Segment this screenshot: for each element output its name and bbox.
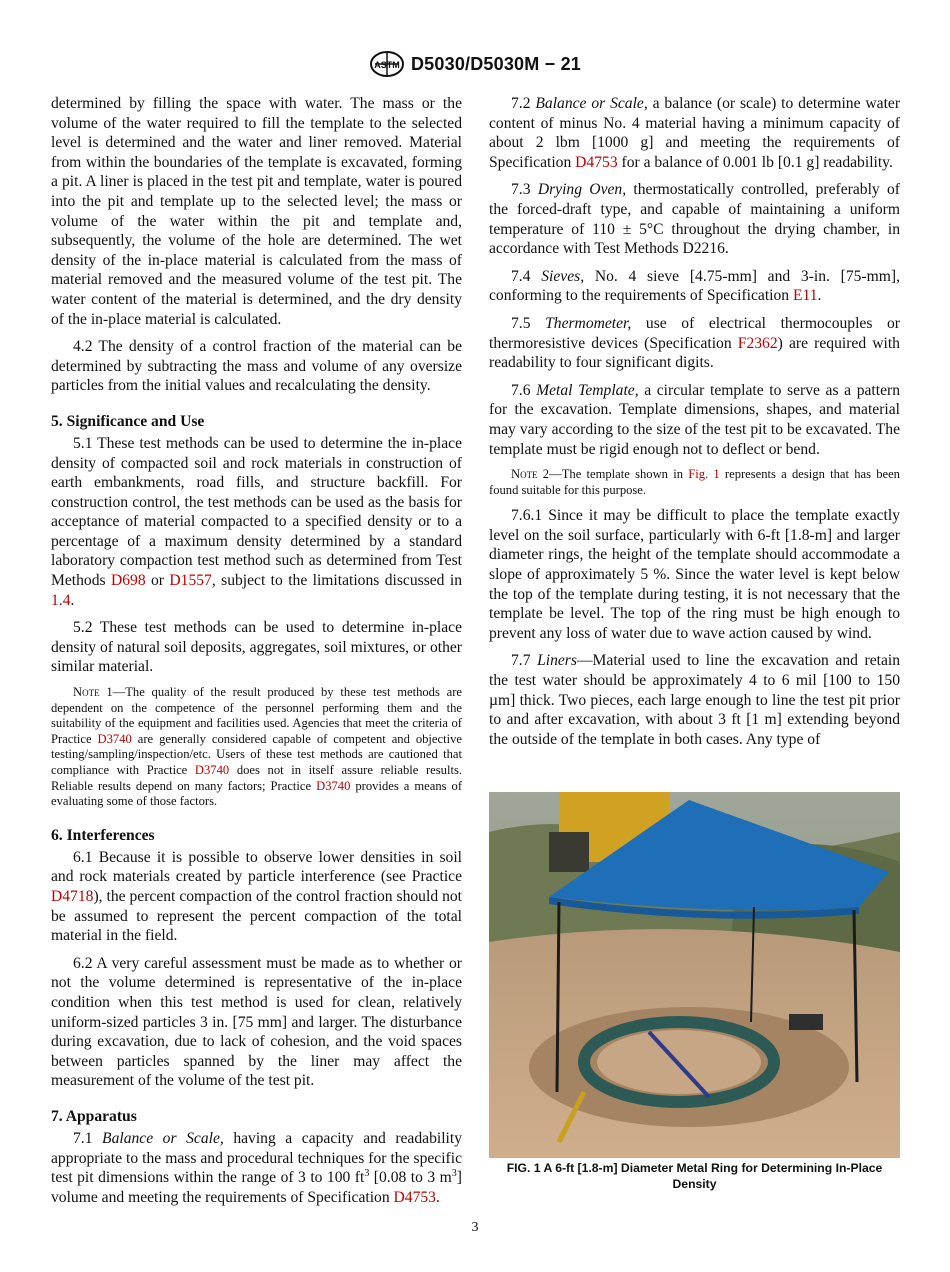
left-column xyxy=(51,94,462,1207)
svg-text:ASTM: ASTM xyxy=(374,60,400,70)
paragraph-5-2: 5.2 These test methods can be used to determine in-place density of natural soil deposits, aggregates, soil mixtures, or other similar material. xyxy=(51,619,462,676)
link-fig-1[interactable]: Fig. 1 xyxy=(688,467,720,482)
page-header xyxy=(0,50,950,78)
paragraph-7-2: 7.2 Balance or Scale, a balance (or scale) to determine water content of minus No. 4 material having a minimum capacity of about 2 lbm [1000 g] and meeting the requirements of Specification D4753 for a balance of 0.001 lb [0.1 g] readability. xyxy=(489,95,901,171)
link-d1557[interactable]: D1557 xyxy=(169,572,212,590)
link-d698[interactable]: D698 xyxy=(110,572,146,590)
paragraph-6-2: 6.2 A very careful assessment must be made as to whether or not the volume determined is representative of the in-place condition when this test method is used for clean, relatively uniform-sized particles 3 in. [75 mm] and larger. The disturbance during excavation, due to lack of cohesion, and the void spaces between particles spanned by the liner may affect the measurement of the volume of the test pit. xyxy=(51,954,462,1090)
paragraph-7-7: 7.7 Liners—Material used to line the excavation and retain the test water should be approximately 4 to 6 mil [100 to 150 µm] thick. Two pieces, each large enough to line the test pit prior to and after excavation, with about 3 ft [1 m] extending beyond the outside of the template in both cases. Any type of xyxy=(489,652,900,748)
link-e11[interactable]: E11 xyxy=(793,287,818,305)
note-2: Note 2—The template shown in Fig. 1 represents a design that has been found suitable for this purpose. xyxy=(489,467,900,497)
link-d3740[interactable]: D3740 xyxy=(316,778,351,793)
right-column xyxy=(489,94,900,749)
note-1: Note 1—The quality of the result produced by these test methods are dependent on the competence of the personnel performing them and the suitability of the equipment and facilities used. Agencies that meet the criteria of Practice D3740 are generally considered capable of competent and objective testing/sampling/inspection/etc. Users of these test methods are cautioned that compliance with Practice D3740 does not in itself assure reliable results. Reliable results depend on many factors; Practice D3740 provides a means of evaluating some of those factors. xyxy=(51,685,463,809)
paragraph-7-6-1: 7.6.1 Since it may be difficult to place the template exactly level on the soil surface, particularly with 6-ft [1.8-m] and larger diameter rings, the height of the template should accommodate a slope of approximately 5 %. Since the water level is kept below the top of the template during testing, it is not necessary that the template be level. The top of the ring must be high enough to prevent any loss of water due to wave action caused by wind. xyxy=(489,507,900,642)
link-d3740[interactable]: D3740 xyxy=(97,731,132,746)
paragraph-4-1-continued: determined by filling the space with water. The mass or the volume of the water required to fill the template to the selected level is determined and the water and liner removed. Material from within the boundaries of the template is excavated, forming a pit. A liner is placed in the test pit and template, water is poured into the pit and template up to the selected level; the mass or volume of the water within the pit and template and, subsequently, the volume of the hole are determined. The wet density of the in-place material is calculated from the mass of material removed and the measured volume of the test pit. The water content of the material is determined, and the dry density of the in-place material is calculated. xyxy=(51,95,462,328)
paragraph-4-2: 4.2 The density of a control fraction of the material can be determined by subtracting the mass and volume of any oversize particles from the initial values and recalculating the density. xyxy=(51,338,462,395)
figure-1-photo xyxy=(489,792,900,1158)
link-d4718[interactable]: D4718 xyxy=(51,887,94,905)
link-d4753[interactable]: D4753 xyxy=(575,153,618,171)
standard-designation: D5030/D5030M − 21 xyxy=(410,53,581,74)
link-section-1-4[interactable]: 1.4 xyxy=(51,591,71,609)
paragraph-7-4: 7.4 Sieves, No. 4 sieve [4.75-mm] and 3-in. [75-mm], conforming to the requirements of Specification E11. xyxy=(489,267,901,305)
paragraph-6-1: 6.1 Because it is possible to observe lower densities in soil and rock materials created by particle interference (see Practice D4718), the percent compaction of the control fraction should not be assumed to represent the percent compaction of the total material in the field. xyxy=(51,848,462,945)
link-f2362[interactable]: F2362 xyxy=(737,334,778,352)
paragraph-5-1: 5.1 These test methods can be used to determine the in-place density of compacted soil and rock materials in construction of earth embankments, road fills, and structure backfill. For construction control, the test methods can be used as the basis for acceptance of material compacted to a specified density or to a percentage of a maximum density determined by a standard laboratory compaction test method such as determined from Test Methods D698 or D1557, subject to the limitations discussed in 1.4. xyxy=(51,434,462,609)
link-d4753[interactable]: D4753 xyxy=(393,1188,436,1206)
link-d3740[interactable]: D3740 xyxy=(194,763,230,777)
heading-significance-and-use: 5. Significance and Use xyxy=(51,412,205,430)
page-number: 3 xyxy=(471,1220,479,1235)
paragraph-7-6: 7.6 Metal Template, a circular template to serve as a pattern for the excavation. Template dimensions, shapes, and material may vary according to the size of the test pit to be excavated. The template must be rigid enough not to deflect or bend. xyxy=(489,381,900,458)
figure-1-caption: FIG. 1 A 6-ft [1.8-m] Diameter Metal Ring for Determining In-Place Density xyxy=(506,1161,883,1191)
paragraph-7-1: 7.1 Balance or Scale, having a capacity and readability appropriate to the mass and procedural techniques for the specific test pit dimensions within the range of 3 to 100 $ft^3$ [0.08 to 3 $m^3$] volume and meeting the requirements of Specification D4753. xyxy=(51,1129,462,1206)
paragraph-7-5: 7.5 Thermometer, use of electrical thermocouples or thermoresistive devices (Specification F2362) are required with readability to four significant digits. xyxy=(489,314,900,372)
heading-interferences: 6. Interferences xyxy=(51,826,155,844)
paragraph-7-3: 7.3 Drying Oven, thermostatically controlled, preferably of the forced-draft type, and capable of maintaining a uniform temperature of 110 ± 5°C throughout the drying chamber, in accordance with Test Methods D2216. xyxy=(489,181,901,258)
heading-apparatus: 7. Apparatus xyxy=(51,1107,137,1125)
astm-logo-icon xyxy=(369,50,405,78)
